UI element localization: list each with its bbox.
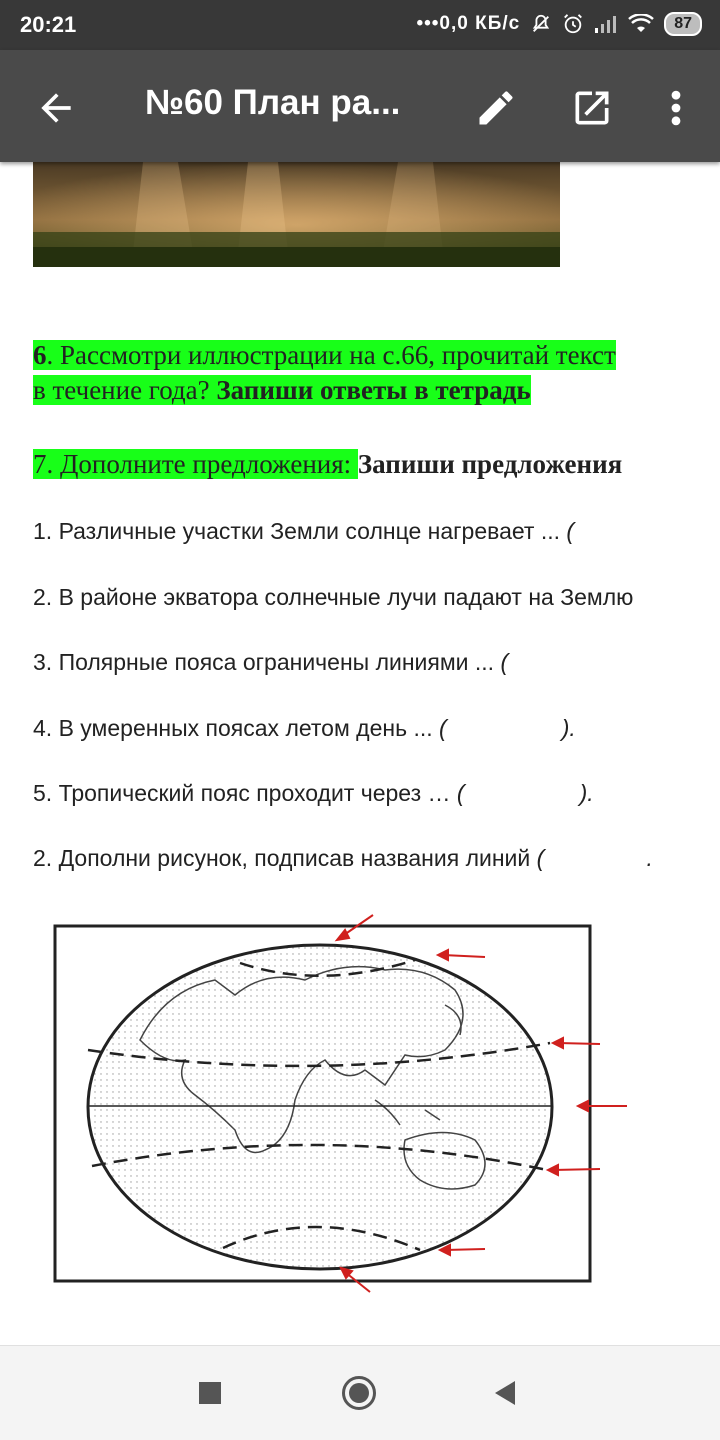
more-vert-icon[interactable]: [660, 86, 692, 130]
arrow-left-icon[interactable]: [34, 86, 78, 130]
back-button[interactable]: [493, 1379, 517, 1407]
list-item: 2. В районе экватора солнечные лучи падают на Землю: [33, 584, 634, 610]
list-item: 2. Дополни рисунок, подписав названия линий ( .: [33, 845, 653, 871]
mute-icon: [530, 13, 552, 35]
list-item: 1. Различные участки Земли солнце нагревает ... (: [33, 518, 575, 544]
recents-button[interactable]: [199, 1382, 221, 1404]
open-external-icon[interactable]: [570, 86, 614, 130]
question-7: [33, 446, 622, 482]
question-instruction: Запиши ответы в тетрадь: [216, 375, 531, 405]
navigation-bar: [0, 1345, 720, 1440]
app-bar: [0, 50, 720, 162]
wifi-icon: [628, 14, 654, 34]
globe-illustration: [45, 910, 645, 1300]
list-item: 4. В умеренных поясах летом день ... ( ).: [33, 715, 576, 741]
question-number: 6: [33, 340, 47, 370]
home-button[interactable]: [341, 1375, 377, 1411]
network-speed: •••0,0 КБ/с: [416, 13, 521, 34]
question-6: [33, 338, 720, 408]
question-number: 7: [33, 449, 47, 479]
status-icons: [416, 12, 702, 36]
battery-indicator: 87: [664, 12, 702, 36]
meadow-photo: [33, 162, 560, 267]
question-instruction: Запиши предложения: [357, 449, 623, 479]
signal-icon: [594, 14, 618, 34]
list-item: 5. Тропический пояс проходит через … ( ).: [33, 780, 594, 806]
alarm-icon: [562, 13, 584, 35]
question-text: . Дополните предложения:: [46, 449, 358, 479]
list-item: 3. Полярные пояса ограничены линиями ... (: [33, 649, 509, 675]
status-time: 20:21: [20, 12, 77, 37]
question-text: . Рассмотри иллюстрации на с.66, прочитай текст: [46, 340, 616, 370]
document-title: №60 План ра...: [145, 83, 401, 122]
status-bar: [0, 0, 720, 50]
pencil-icon[interactable]: [474, 86, 518, 130]
question-text-cont: в течение года?: [33, 375, 217, 405]
